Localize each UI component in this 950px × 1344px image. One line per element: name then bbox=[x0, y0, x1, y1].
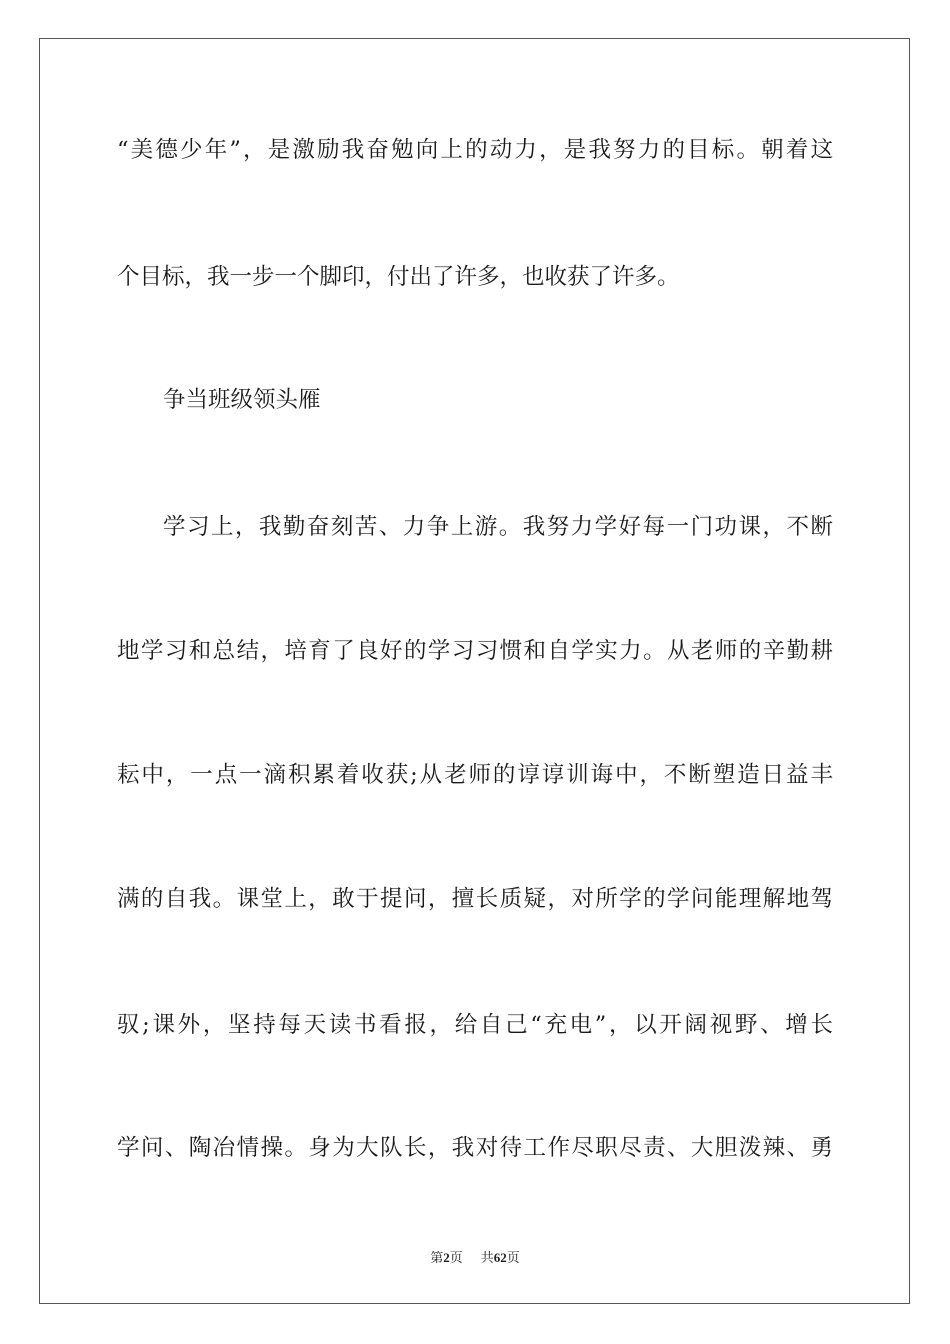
paragraph-line: 满的自我。课堂上，敢于提问，擅长质疑，对所学的学问能理解地驾 bbox=[117, 886, 833, 912]
total-suffix: 页 bbox=[506, 1250, 520, 1265]
paragraph-line: 学问、陶冶情操。身为大队长，我对待工作尽职尽责、大胆泼辣、勇 bbox=[117, 1135, 833, 1161]
total-prefix: 共 bbox=[480, 1250, 494, 1265]
page-prefix: 第 bbox=[430, 1250, 444, 1265]
section-heading: 争当班级领头雁 bbox=[163, 387, 321, 413]
paragraph-line: 驭;课外，坚持每天读书看报，给自己“充电”，以开阔视野、增长 bbox=[117, 1012, 833, 1038]
paragraph-line: 学习上，我勤奋刻苦、力争上游。我努力学好每一门功课，不断 bbox=[163, 514, 833, 540]
page-footer bbox=[0, 1249, 950, 1267]
total-pages: 62 bbox=[493, 1250, 507, 1265]
paragraph-line: “美德少年”，是激励我奋勉向上的动力，是我努力的目标。朝着这 bbox=[117, 137, 833, 163]
page-number: 2 bbox=[443, 1250, 450, 1265]
paragraph-line: 地学习和总结，培育了良好的学习习惯和自学实力。从老师的辛勤耕 bbox=[117, 638, 833, 664]
page-border bbox=[39, 38, 910, 1304]
page-suffix: 页 bbox=[449, 1250, 463, 1265]
paragraph-line: 耘中，一点一滴积累着收获;从老师的谆谆训诲中，不断塑造日益丰 bbox=[117, 762, 833, 788]
paragraph-line: 个目标，我一步一个脚印，付出了许多，也收获了许多。 bbox=[117, 264, 680, 290]
